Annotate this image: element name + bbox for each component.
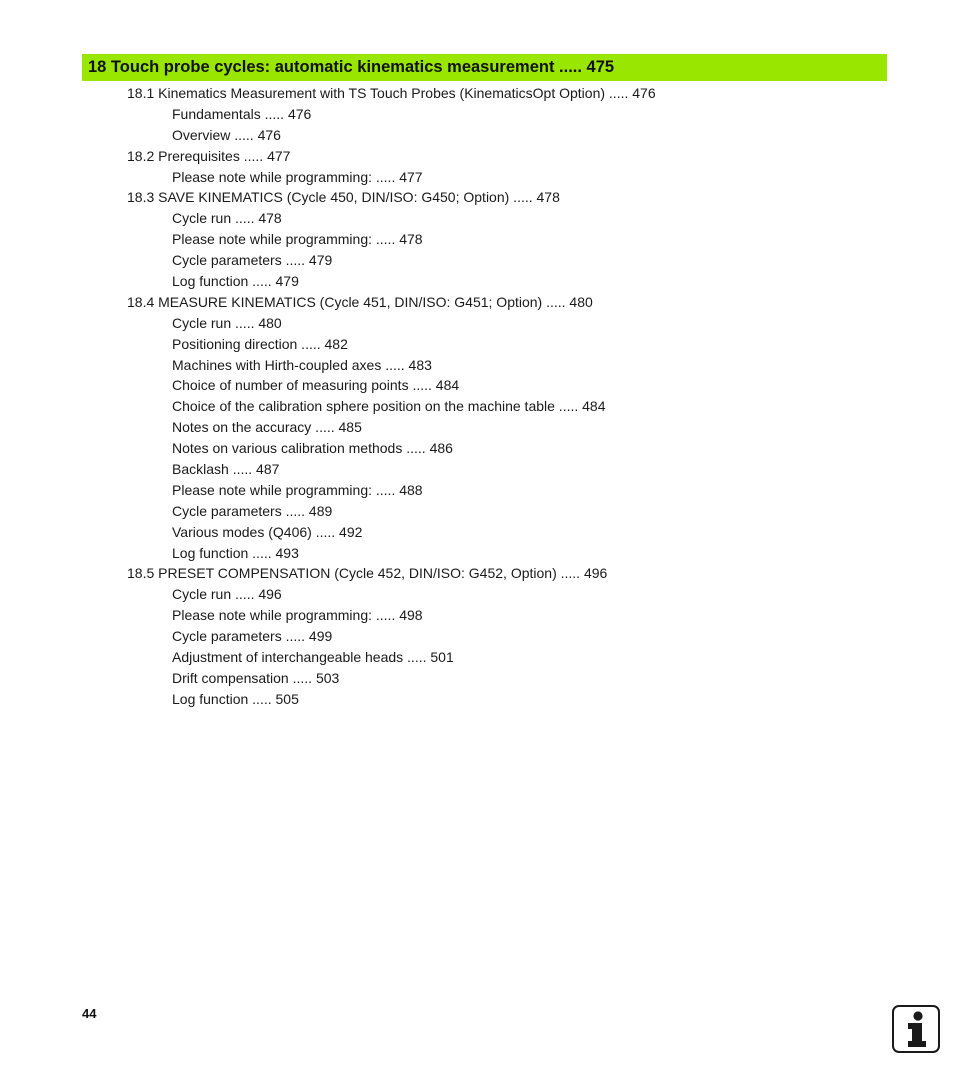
- toc-subsection-entry[interactable]: Overview ..... 476: [172, 126, 281, 143]
- toc-subsection-entry[interactable]: Cycle parameters ..... 479: [172, 252, 333, 269]
- toc-subsection-entry[interactable]: Log function ..... 493: [172, 544, 299, 561]
- toc-subsection-entry[interactable]: Backlash ..... 487: [172, 461, 280, 478]
- page-number: 44: [82, 1006, 97, 1021]
- chapter-title[interactable]: 18 Touch probe cycles: automatic kinematics measurement ..... 475: [88, 58, 615, 76]
- table-of-contents: [0, 83, 954, 710]
- toc-section-entry[interactable]: 18.4 MEASURE KINEMATICS (Cycle 451, DIN/ISO: G451; Option) ..... 480: [127, 293, 593, 310]
- toc-subsection-entry[interactable]: Choice of the calibration sphere position on the machine table ..... 484: [172, 398, 606, 415]
- toc-subsection-entry[interactable]: Notes on the accuracy ..... 485: [172, 419, 362, 436]
- toc-subsection-entry[interactable]: Drift compensation ..... 503: [172, 669, 340, 686]
- info-icon: [894, 1007, 938, 1051]
- toc-subsection-entry[interactable]: Cycle run ..... 496: [172, 586, 282, 603]
- toc-subsection-entry[interactable]: Cycle run ..... 480: [172, 314, 282, 331]
- toc-section-entry[interactable]: 18.2 Prerequisites ..... 477: [127, 147, 291, 164]
- toc-subsection-entry[interactable]: Log function ..... 505: [172, 690, 299, 707]
- toc-subsection-entry[interactable]: Adjustment of interchangeable heads ..... 501: [172, 649, 454, 666]
- toc-section-entry[interactable]: 18.5 PRESET COMPENSATION (Cycle 452, DIN/ISO: G452, Option) ..... 496: [127, 565, 608, 582]
- toc-subsection-entry[interactable]: Cycle run ..... 478: [172, 210, 282, 227]
- toc-subsection-entry[interactable]: Machines with Hirth-coupled axes ..... 483: [172, 356, 432, 373]
- toc-subsection-entry[interactable]: Please note while programming: ..... 488: [172, 481, 423, 498]
- toc-subsection-entry[interactable]: Choice of number of measuring points ..... 484: [172, 377, 460, 394]
- toc-subsection-entry[interactable]: Please note while programming: ..... 477: [172, 168, 423, 185]
- toc-subsection-entry[interactable]: Please note while programming: ..... 478: [172, 231, 423, 248]
- toc-subsection-entry[interactable]: Notes on various calibration methods ..... 486: [172, 440, 453, 457]
- info-button[interactable]: [892, 1005, 940, 1053]
- toc-subsection-entry[interactable]: Cycle parameters ..... 489: [172, 502, 333, 519]
- toc-section-entry[interactable]: 18.1 Kinematics Measurement with TS Touch Probes (KinematicsOpt Option) ..... 476: [127, 85, 656, 101]
- toc-section-entry[interactable]: 18.3 SAVE KINEMATICS (Cycle 450, DIN/ISO: G450; Option) ..... 478: [127, 189, 560, 206]
- toc-subsection-entry[interactable]: Fundamentals ..... 476: [172, 105, 312, 122]
- chapter-header-bar: [82, 54, 887, 81]
- toc-subsection-entry[interactable]: Please note while programming: ..... 498: [172, 607, 423, 624]
- toc-subsection-entry[interactable]: Positioning direction ..... 482: [172, 335, 348, 352]
- toc-subsection-entry[interactable]: Cycle parameters ..... 499: [172, 628, 333, 645]
- toc-subsection-entry[interactable]: Log function ..... 479: [172, 273, 299, 290]
- toc-subsection-entry[interactable]: Various modes (Q406) ..... 492: [172, 523, 363, 540]
